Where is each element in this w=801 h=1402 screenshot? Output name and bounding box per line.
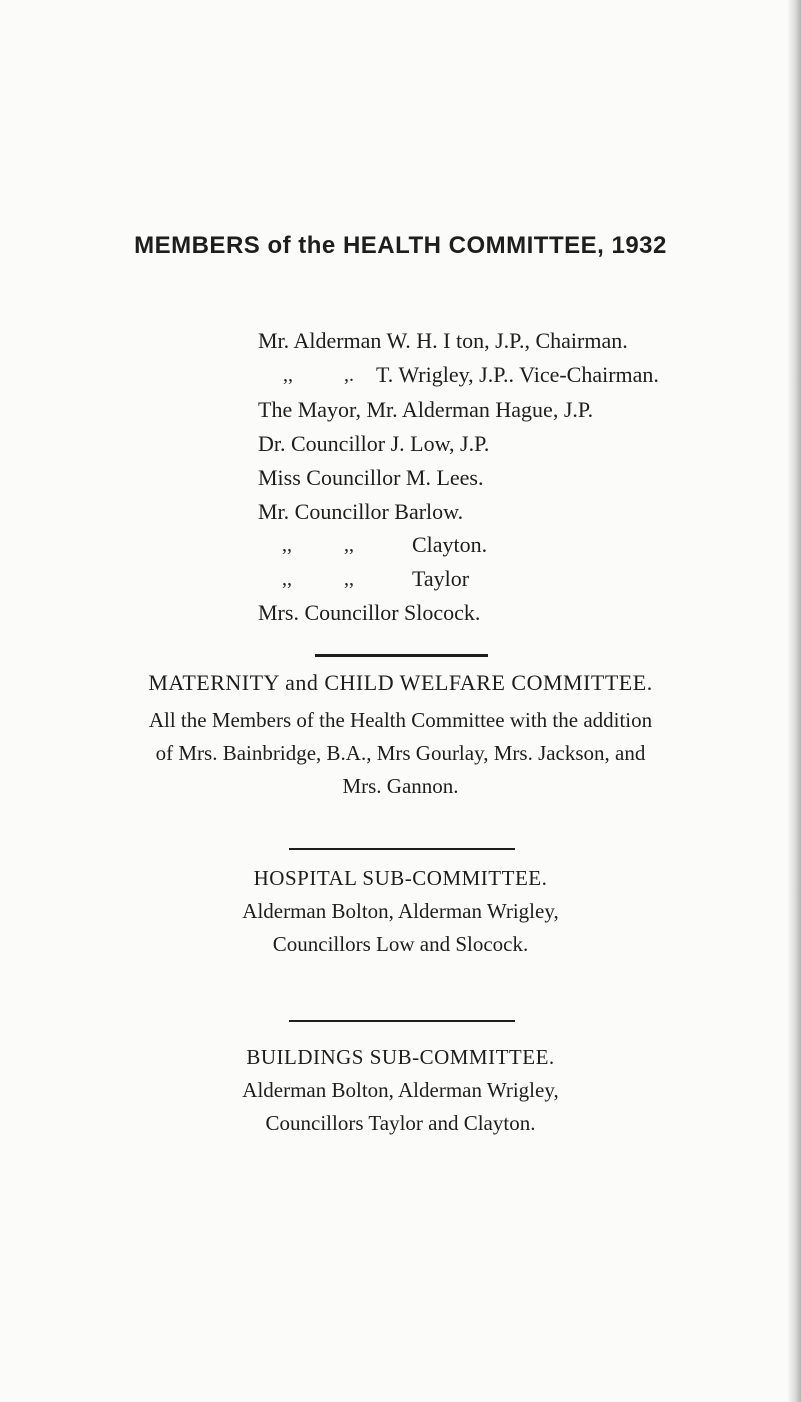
vice-chairman-line: T. Wrigley, J.P.. Vice-Chairman. xyxy=(376,362,659,387)
buildings-sub-committee-text-line: Councillors Taylor and Clayton. xyxy=(265,1111,536,1135)
hospital-sub-committee-text-line: Councillors Low and Slocock. xyxy=(272,932,529,956)
maternity-committee-text-line: Mrs. Gannon. xyxy=(342,774,459,798)
member-line-clayton: Clayton. xyxy=(412,532,488,557)
member-line-lees: Miss Councillor M. Lees. xyxy=(258,465,484,490)
buildings-sub-committee-text-line: Alderman Bolton, Alderman Wrigley, xyxy=(242,1078,559,1102)
ditto-mark: ,, xyxy=(283,364,293,386)
page-edge-shadow xyxy=(787,0,801,1402)
section-divider xyxy=(289,1020,515,1022)
maternity-committee-text-line: of Mrs. Bainbridge, B.A., Mrs Gourlay, Mrs. Jackson, and xyxy=(155,741,646,765)
maternity-committee-heading: MATERNITY and CHILD WELFARE COMMITTEE. xyxy=(148,670,653,695)
member-line-taylor: Taylor xyxy=(412,566,470,591)
hospital-sub-committee-heading: HOSPITAL SUB-COMMITTEE. xyxy=(253,866,548,890)
member-line-low: Dr. Councillor J. Low, J.P. xyxy=(258,431,490,456)
ditto-mark: ,, xyxy=(282,568,292,590)
member-line-barlow: Mr. Councillor Barlow. xyxy=(258,499,464,524)
ditto-mark: ,, xyxy=(344,568,354,590)
page-title: MEMBERS of the HEALTH COMMITTEE, 1932 xyxy=(134,232,667,259)
buildings-sub-committee-heading: BUILDINGS SUB-COMMITTEE. xyxy=(246,1045,555,1069)
member-line-slocock: Mrs. Councillor Slocock. xyxy=(258,600,481,625)
section-divider xyxy=(289,848,515,850)
maternity-committee-text-line: All the Members of the Health Committee with the addition xyxy=(148,708,653,732)
ditto-mark: ,, xyxy=(344,534,354,556)
ditto-mark: ,, xyxy=(282,534,292,556)
section-divider xyxy=(315,654,488,657)
mayor-line: The Mayor, Mr. Alderman Hague, J.P. xyxy=(258,397,594,422)
chairman-line: Mr. Alderman W. H. I ton, J.P., Chairman. xyxy=(258,328,628,353)
ditto-mark: ,. xyxy=(344,364,354,386)
hospital-sub-committee-text-line: Alderman Bolton, Alderman Wrigley, xyxy=(242,899,559,923)
